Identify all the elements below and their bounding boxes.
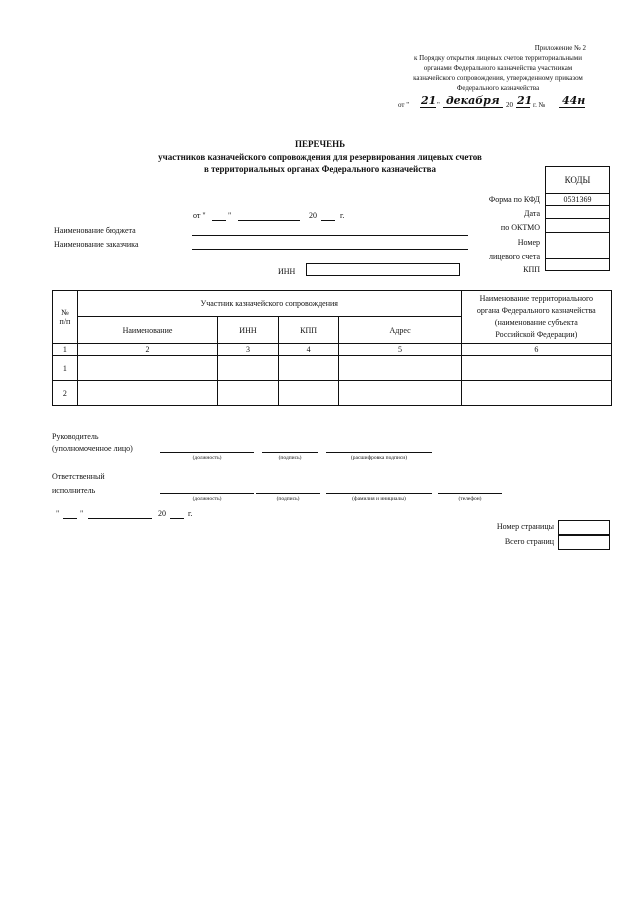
label-page-number: Номер страницы xyxy=(496,522,554,531)
date-code-cell[interactable] xyxy=(546,206,610,219)
executor-fio-caption: (фамилия и инициалы) xyxy=(352,496,406,502)
executor-phone-caption: (телефон) xyxy=(458,496,482,502)
territorial-label-2: органа Федерального казначейства xyxy=(476,306,596,315)
territorial-header xyxy=(461,291,611,344)
appendix-date-mid: " xyxy=(437,101,440,109)
head-position-caption: (должность) xyxy=(192,455,222,461)
date-from-label: от " xyxy=(193,211,206,220)
label-date: Дата xyxy=(524,209,540,218)
document-subtitle-1: участников казначейского сопровождения для резервирования лицевых счетов xyxy=(158,152,482,162)
head-position-field[interactable] xyxy=(160,452,254,453)
cell-territorial[interactable] xyxy=(461,356,611,381)
date-year-suffix: г. xyxy=(340,211,345,220)
date-year-prefix: 20 xyxy=(309,211,317,220)
cell-address[interactable] xyxy=(339,356,461,381)
territorial-label-3: (наименование субъекта xyxy=(494,318,578,327)
appendix-year-end: г. № xyxy=(533,101,546,109)
row-number: 1 xyxy=(53,356,78,381)
executor-signature-field[interactable] xyxy=(256,493,320,494)
label-form-kfd: Форма по КФД xyxy=(488,195,540,204)
index-cell: 5 xyxy=(339,344,461,356)
date-day-field[interactable] xyxy=(212,220,226,221)
codes-header: КОДЫ xyxy=(546,167,610,194)
label-customer-name: Наименование заказчика xyxy=(54,240,139,249)
cell-address[interactable] xyxy=(339,381,461,406)
appendix-line-2: к Порядку открытия лицевых счетов территориальными xyxy=(414,54,582,62)
inn-field[interactable] xyxy=(306,263,460,276)
date-month-field[interactable] xyxy=(238,220,300,221)
date-year-field[interactable] xyxy=(321,220,335,221)
cell-kpp[interactable] xyxy=(278,381,339,406)
executor-label-1: Ответственный xyxy=(52,472,105,481)
label-account-number-2: лицевого счета xyxy=(488,252,540,261)
appendix-line-5: Федерального казначейства xyxy=(456,84,540,92)
account-number-cell[interactable] xyxy=(546,233,610,259)
head-decryption-field[interactable] xyxy=(326,452,432,453)
codes-table xyxy=(545,166,610,271)
executor-fio-field[interactable] xyxy=(326,493,432,494)
appendix-line-3: органами Федерального казначейства участникам xyxy=(423,64,573,72)
appendix-line-4: казначейского сопровождения, утвержденному приказом xyxy=(413,74,583,82)
table-row xyxy=(53,381,612,406)
sign-date-year-prefix: 20 xyxy=(158,509,166,518)
cell-territorial[interactable] xyxy=(461,381,611,406)
col-num-label-1: № xyxy=(61,308,69,317)
appendix-line-1: Приложение № 2 xyxy=(534,44,586,52)
executor-signature-caption: (подпись) xyxy=(276,496,300,502)
col-kpp-header: КПП xyxy=(278,317,339,344)
head-label-1: Руководитель xyxy=(52,432,99,441)
cell-inn[interactable] xyxy=(218,356,279,381)
index-cell: 6 xyxy=(461,344,611,356)
head-signature-caption: (подпись) xyxy=(278,455,302,461)
cell-name[interactable] xyxy=(77,381,217,406)
participant-group-header: Участник казначейского сопровождения xyxy=(77,291,461,317)
sign-date-quote-1: " xyxy=(56,509,60,518)
appendix-year-suffix: 21 xyxy=(517,94,533,107)
sign-date-month-field[interactable] xyxy=(88,518,152,519)
appendix-date-prefix: от " xyxy=(398,101,410,109)
label-account-number-1: Номер xyxy=(517,238,540,247)
label-kpp: КПП xyxy=(523,265,540,274)
appendix-year-prefix: 20 xyxy=(506,101,513,109)
total-pages-field[interactable] xyxy=(558,535,610,550)
col-inn-header: ИНН xyxy=(218,317,279,344)
sign-date-year-field[interactable] xyxy=(170,518,184,519)
executor-position-caption: (должность) xyxy=(192,496,222,502)
cell-inn[interactable] xyxy=(218,381,279,406)
appendix-day: 21 xyxy=(421,94,437,107)
label-budget-name: Наименование бюджета xyxy=(54,226,136,235)
index-cell: 3 xyxy=(218,344,279,356)
territorial-label-1: Наименование территориального xyxy=(479,294,594,303)
budget-name-field[interactable] xyxy=(192,235,468,236)
label-inn: ИНН xyxy=(278,267,296,276)
index-cell: 2 xyxy=(77,344,217,356)
date-quote: " xyxy=(228,211,232,220)
form-code-cell[interactable]: 0531369 xyxy=(546,194,610,206)
col-name-header: Наименование xyxy=(77,317,217,344)
territorial-label-4: Российской Федерации) xyxy=(495,330,578,339)
executor-label-2: исполнитель xyxy=(52,486,96,495)
sign-date-day-field[interactable] xyxy=(63,518,77,519)
head-signature-field[interactable] xyxy=(262,452,318,453)
oktmo-code-cell[interactable] xyxy=(546,219,610,233)
page-number-field[interactable] xyxy=(558,520,610,535)
cell-name[interactable] xyxy=(77,356,217,381)
document-title: ПЕРЕЧЕНЬ xyxy=(294,139,346,149)
sign-date-quote-2: " xyxy=(80,509,84,518)
executor-position-field[interactable] xyxy=(160,493,254,494)
participants-table xyxy=(52,290,612,406)
label-total-pages: Всего страниц xyxy=(504,537,554,546)
head-label-2: (уполномоченное лицо) xyxy=(52,444,133,453)
table-row xyxy=(53,356,612,381)
index-cell: 1 xyxy=(53,344,78,356)
head-decryption-caption: (расшифровка подписи) xyxy=(350,455,408,461)
cell-kpp[interactable] xyxy=(278,356,339,381)
col-address-header: Адрес xyxy=(339,317,461,344)
index-cell: 4 xyxy=(278,344,339,356)
row-number: 2 xyxy=(53,381,78,406)
sign-date-year-suffix: г. xyxy=(188,509,193,518)
customer-name-field[interactable] xyxy=(192,249,468,250)
document-subtitle-2: в территориальных органах Федерального казначейства xyxy=(204,164,436,174)
col-num-header xyxy=(53,291,78,344)
appendix-number: 44н xyxy=(562,94,586,107)
label-oktmo: по ОКТМО xyxy=(500,223,540,232)
appendix-month: декабря xyxy=(446,94,500,107)
col-num-label-2: п/п xyxy=(59,317,71,326)
kpp-code-cell[interactable] xyxy=(546,259,610,271)
executor-phone-field[interactable] xyxy=(438,493,502,494)
